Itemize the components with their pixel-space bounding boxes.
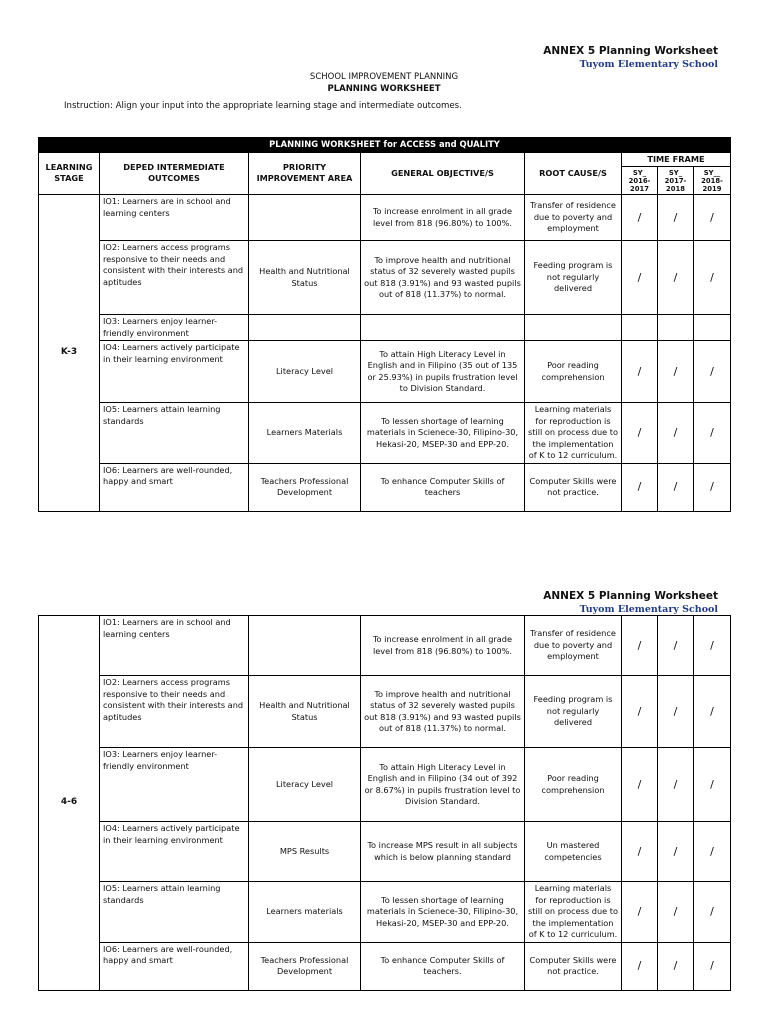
timeframe-mark: / — [658, 241, 694, 315]
priority-area-cell: Health and Nutritional Status — [249, 676, 361, 748]
priority-area-cell: Health and Nutritional Status — [249, 241, 361, 315]
annex-title: ANNEX 5 Planning Worksheet — [543, 45, 718, 57]
objective-cell: To enhance Computer Skills of teachers — [361, 463, 525, 511]
document-heading — [0, 72, 768, 94]
objective-cell: To lessen shortage of learning materials in Scienece-30, Filipino-30, Hekasi-20, MSEP-30 and EPP-20. — [361, 403, 525, 464]
priority-area-cell: Teachers Professional Development — [249, 463, 361, 511]
annex-header-page2 — [543, 590, 718, 615]
objective-cell: To enhance Computer Skills of teachers. — [361, 942, 525, 990]
root-cause-cell: Computer Skills were not practice. — [525, 463, 622, 511]
planning-worksheet-table-4-6 — [38, 615, 731, 991]
root-cause-cell: Feeding program is not regularly delivered — [525, 676, 622, 748]
outcome-cell: IO1: Learners are in school and learning centers — [100, 616, 249, 676]
timeframe-mark: / — [694, 942, 731, 990]
objective-cell: To increase MPS result in all subjects which is below planning standard — [361, 822, 525, 882]
instruction-text: Instruction: Align your input into the appropriate learning stage and intermediate outcomes. — [64, 101, 462, 111]
timeframe-mark: / — [694, 748, 731, 822]
priority-area-cell — [249, 315, 361, 341]
root-cause-cell: Learning materials for reproduction is still on process due to the implementation of K to 12 curriculum. — [525, 882, 622, 943]
priority-area-cell: Literacy Level — [249, 341, 361, 403]
priority-area-cell: MPS Results — [249, 822, 361, 882]
priority-area-cell: Learners materials — [249, 882, 361, 943]
annex-header — [543, 45, 718, 70]
timeframe-mark: / — [622, 241, 658, 315]
timeframe-mark: / — [694, 882, 731, 943]
learning-stage-cell: 4-6 — [39, 616, 100, 991]
timeframe-mark: / — [658, 942, 694, 990]
heading-sip: SCHOOL IMPROVEMENT PLANNING — [309, 72, 459, 82]
outcome-cell: IO5: Learners attain learning standards — [100, 882, 249, 943]
planning-worksheet-table-k3 — [38, 137, 731, 512]
header-outcomes: DEPED INTERMEDIATE OUTCOMES — [100, 152, 249, 195]
root-cause-cell: Feeding program is not regularly delivered — [525, 241, 622, 315]
priority-area-cell — [249, 195, 361, 241]
table-row — [39, 616, 731, 676]
timeframe-mark: / — [622, 822, 658, 882]
heading-planning-worksheet: PLANNING WORKSHEET — [327, 84, 441, 94]
header-general-objective: GENERAL OBJECTIVE/S — [361, 152, 525, 195]
timeframe-mark: / — [658, 195, 694, 241]
table-row — [39, 463, 731, 511]
outcome-cell: IO2: Learners access programs responsive to their needs and consistent with their interests and aptitudes — [100, 676, 249, 748]
objective-cell: To attain High Literacy Level in English and in Filipino (35 out of 135 or 25.93%) in pupils frustration level to Division Standard. — [361, 341, 525, 403]
objective-cell: To increase enrolment in all grade level from 818 (96.80%) to 100%. — [361, 616, 525, 676]
timeframe-mark: / — [622, 748, 658, 822]
timeframe-mark: / — [658, 403, 694, 464]
table-row — [39, 822, 731, 882]
header-priority-area: PRIORITY IMPROVEMENT AREA — [249, 152, 361, 195]
timeframe-mark: / — [622, 195, 658, 241]
outcome-cell: IO2: Learners access programs responsive to their needs and consistent with their interests and aptitudes — [100, 241, 249, 315]
table-row — [39, 241, 731, 315]
objective-cell — [361, 315, 525, 341]
table-row — [39, 676, 731, 748]
root-cause-cell: Transfer of residence due to poverty and employment — [525, 616, 622, 676]
header-time-frame: TIME FRAME — [622, 152, 731, 167]
timeframe-mark: / — [658, 822, 694, 882]
timeframe-mark: / — [694, 616, 731, 676]
table-row — [39, 882, 731, 943]
root-cause-cell: Un mastered competencies — [525, 822, 622, 882]
timeframe-mark: / — [622, 403, 658, 464]
table-row — [39, 942, 731, 990]
objective-cell: To increase enrolment in all grade level from 818 (96.80%) to 100%. — [361, 195, 525, 241]
timeframe-mark: / — [622, 882, 658, 943]
priority-area-cell: Teachers Professional Development — [249, 942, 361, 990]
root-cause-cell: Transfer of residence due to poverty and employment — [525, 195, 622, 241]
timeframe-mark: / — [658, 748, 694, 822]
timeframe-mark: / — [658, 341, 694, 403]
root-cause-cell: Poor reading comprehension — [525, 748, 622, 822]
header-learning-stage: LEARNING STAGE — [39, 152, 100, 195]
timeframe-mark: / — [622, 676, 658, 748]
header-root-cause: ROOT CAUSE/S — [525, 152, 622, 195]
timeframe-mark: / — [658, 616, 694, 676]
outcome-cell: IO6: Learners are well-rounded, happy and smart — [100, 463, 249, 511]
learning-stage-cell: K-3 — [39, 195, 100, 512]
table-row — [39, 403, 731, 464]
timeframe-mark: / — [658, 676, 694, 748]
timeframe-mark: / — [622, 463, 658, 511]
timeframe-mark — [622, 315, 658, 341]
objective-cell: To improve health and nutritional status of 32 severely wasted pupils out 818 (3.91%) and 93 wasted pupils out of 818 (11.37%) to normal. — [361, 676, 525, 748]
priority-area-cell — [249, 616, 361, 676]
header-sy-2018: SY__ 2018-2019 — [694, 167, 731, 195]
table-row — [39, 315, 731, 341]
priority-area-cell: Literacy Level — [249, 748, 361, 822]
objective-cell: To improve health and nutritional status of 32 severely wasted pupils out 818 (3.91%) and 93 wasted pupils out of 818 (11.37%) to normal. — [361, 241, 525, 315]
timeframe-mark — [658, 315, 694, 341]
timeframe-mark: / — [622, 942, 658, 990]
outcome-cell: IO3: Learners enjoy learner-friendly environment — [100, 315, 249, 341]
outcome-cell: IO4: Learners actively participate in their learning environment — [100, 341, 249, 403]
root-cause-cell — [525, 315, 622, 341]
timeframe-mark: / — [694, 463, 731, 511]
table-row — [39, 748, 731, 822]
table-row — [39, 341, 731, 403]
priority-area-cell: Learners Materials — [249, 403, 361, 464]
table-title: PLANNING WORKSHEET for ACCESS and QUALITY — [39, 138, 731, 153]
header-sy-2017: SY_ 2017-2018 — [658, 167, 694, 195]
timeframe-mark — [694, 315, 731, 341]
outcome-cell: IO3: Learners enjoy learner-friendly environment — [100, 748, 249, 822]
timeframe-mark: / — [694, 676, 731, 748]
root-cause-cell: Learning materials for reproduction is still on process due to the implementation of K to 12 curriculum. — [525, 403, 622, 464]
school-name: Tuyom Elementary School — [579, 59, 718, 70]
objective-cell: To lessen shortage of learning materials in Scienece-30, Filipino-30, Hekasi-20, MSEP-30 and EPP-20. — [361, 882, 525, 943]
timeframe-mark: / — [622, 341, 658, 403]
header-sy-2016: SY_ 2016-2017 — [622, 167, 658, 195]
outcome-cell: IO6: Learners are well-rounded, happy and smart — [100, 942, 249, 990]
table-row — [39, 195, 731, 241]
timeframe-mark: / — [622, 616, 658, 676]
timeframe-mark: / — [694, 822, 731, 882]
root-cause-cell: Computer Skills were not practice. — [525, 942, 622, 990]
timeframe-mark: / — [694, 241, 731, 315]
timeframe-mark: / — [694, 195, 731, 241]
objective-cell: To attain High Literacy Level in English and in Filipino (34 out of 392 or 8.67%) in pupils frustration level to Division Standard. — [361, 748, 525, 822]
annex-title: ANNEX 5 Planning Worksheet — [543, 590, 718, 602]
timeframe-mark: / — [658, 463, 694, 511]
outcome-cell: IO1: Learners are in school and learning centers — [100, 195, 249, 241]
outcome-cell: IO4: Learners actively participate in their learning environment — [100, 822, 249, 882]
school-name: Tuyom Elementary School — [579, 604, 718, 615]
outcome-cell: IO5: Learners attain learning standards — [100, 403, 249, 464]
timeframe-mark: / — [694, 403, 731, 464]
root-cause-cell: Poor reading comprehension — [525, 341, 622, 403]
timeframe-mark: / — [658, 882, 694, 943]
timeframe-mark: / — [694, 341, 731, 403]
